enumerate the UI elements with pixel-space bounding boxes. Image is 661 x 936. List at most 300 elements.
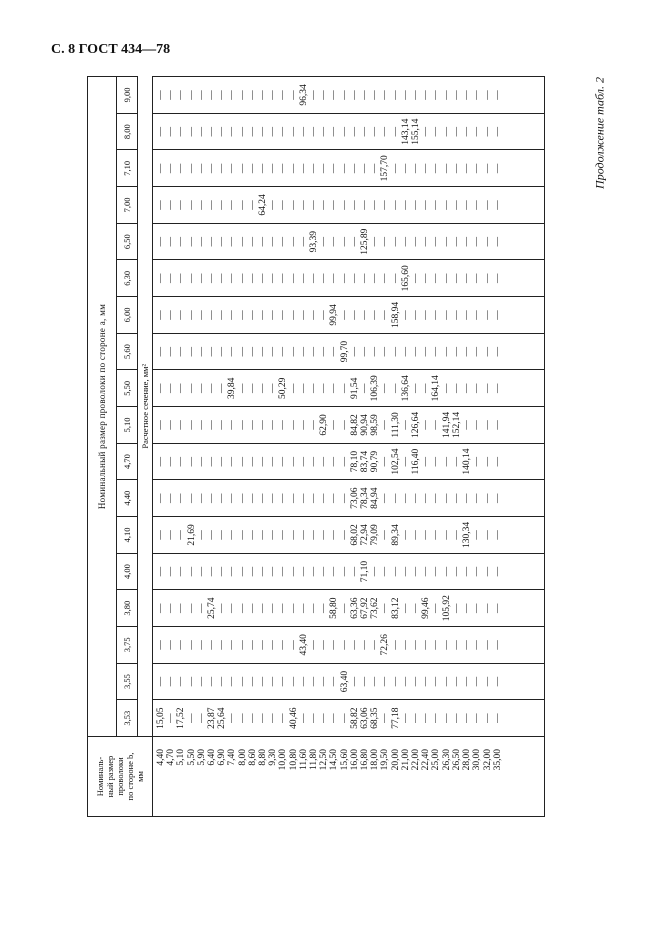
table-cell-value: — — [411, 603, 422, 613]
table-cell-value: — — [492, 640, 503, 650]
table-cell-value: — — [472, 640, 483, 650]
table-cell-value: — — [411, 273, 422, 284]
table-cell-value: — — [207, 126, 218, 137]
table-cell-value: — — [186, 640, 197, 650]
table-cell-value: — — [482, 236, 493, 247]
table-cell-value: — — [166, 530, 177, 540]
table-cell-value: — — [492, 713, 503, 723]
table-cell-value: — — [319, 640, 330, 650]
table-cell-value: — — [451, 163, 462, 174]
table-cell-value: 105,92 — [441, 595, 452, 622]
table-cell-value: — — [380, 530, 391, 540]
table-cell-value: — — [431, 713, 442, 723]
table-cell-value: — — [421, 420, 432, 430]
data-column — [153, 333, 545, 370]
table-cell-value: — — [207, 456, 218, 467]
table-cell-value: — — [431, 530, 442, 540]
table-cell-value: — — [482, 420, 493, 430]
table-cell-value: — — [298, 346, 309, 357]
table-cell-value: 68,02 — [349, 524, 360, 546]
table-cell-value: — — [207, 200, 218, 210]
table-cell-value: — — [217, 200, 228, 210]
column-header-a-size: 9,00 — [117, 77, 138, 114]
row-label-b-size: 8,00 — [237, 749, 248, 766]
table-cell-value: — — [258, 310, 269, 320]
table-cell-value: — — [411, 200, 422, 210]
table-cell-value: — — [400, 566, 411, 577]
row-label-b-size: 12,50 — [319, 749, 330, 771]
table-cell-value: — — [258, 383, 269, 394]
table-cell-value: — — [462, 310, 473, 320]
table-cell-value: — — [390, 163, 401, 174]
table-cell-value: — — [451, 530, 462, 540]
table-cell-value: — — [472, 383, 483, 394]
table-cell-value: — — [207, 420, 218, 430]
table-cell-value: — — [451, 566, 462, 577]
table-cell-value: — — [237, 456, 248, 467]
table-cell-value: — — [462, 603, 473, 613]
table-cell-value: — — [186, 383, 197, 394]
row-label-b-size: 18,00 — [370, 749, 381, 771]
table-cell-value: — — [380, 310, 391, 320]
table-cell-value: 99,94 — [329, 304, 340, 326]
table-cell-value: — — [462, 163, 473, 174]
table-cell-value: — — [268, 163, 279, 174]
table-cell-value: — — [298, 420, 309, 430]
table-cell-value: — — [451, 456, 462, 467]
table-cell-value: — — [196, 346, 207, 357]
table-cell-value: — — [441, 200, 452, 210]
table-cell-value: — — [492, 676, 503, 687]
table-cell-value: — — [349, 273, 360, 284]
table-cell-value: — — [237, 200, 248, 210]
table-cell-value: 90,79 — [370, 450, 381, 473]
table-cell-value: — — [227, 90, 238, 100]
table-cell-value: — — [482, 90, 493, 100]
table-cell-value: — — [166, 273, 177, 284]
table-cell-value: — — [329, 383, 340, 394]
table-cell-value: — — [227, 456, 238, 467]
table-cell-value: — — [156, 383, 166, 394]
table-cell-value: — — [288, 383, 299, 394]
table-cell-value: — — [411, 493, 422, 503]
table-cell-value: 50,29 — [278, 377, 289, 399]
table-cell-value: — — [186, 603, 197, 613]
table-cell-value: — — [298, 273, 309, 284]
table-cell-value: — — [329, 346, 340, 357]
table-cell-value: — — [268, 603, 279, 613]
table-cell-value: — — [176, 420, 187, 430]
table-cell-value: — — [227, 603, 238, 613]
data-column — [153, 113, 545, 150]
table-cell-value: — — [176, 456, 187, 467]
table-cell-value: — — [309, 640, 320, 650]
table-cell-value: — — [349, 236, 360, 247]
data-column — [153, 223, 545, 260]
corner-label-line: проволоки — [115, 757, 125, 796]
table-cell-value: — — [309, 493, 320, 503]
column-header-a-size: 4,70 — [117, 443, 138, 480]
corner-label-line: по стороне b, — [125, 752, 135, 801]
table-cell-value: — — [339, 383, 350, 394]
table-cell-value: — — [207, 273, 218, 284]
table-cell-value: — — [298, 566, 309, 577]
table-cell-value: — — [207, 640, 218, 650]
table-cell-value: — — [196, 640, 207, 650]
table-cell-value: — — [360, 640, 371, 650]
column-header-a-size: 7,00 — [117, 187, 138, 224]
table-cell-value: — — [298, 126, 309, 137]
table-cell-value: — — [462, 236, 473, 247]
table-cell-value: — — [196, 603, 207, 613]
table-cell-value: 152,14 — [451, 411, 462, 438]
table-cell-value: — — [166, 640, 177, 650]
table-cell-value: — — [329, 420, 340, 430]
table-cell-value: — — [472, 530, 483, 540]
table-cell-value: — — [339, 530, 350, 540]
table-cell-value: — — [339, 713, 350, 723]
table-cell-value: — — [319, 456, 330, 467]
table-cell-value: — — [227, 676, 238, 687]
table-cell-value: — — [390, 126, 401, 137]
table-cell-value: — — [380, 126, 391, 137]
table-cell-value: 83,12 — [390, 597, 401, 619]
table-cell-value: — — [329, 200, 340, 210]
table-cell-value: — — [421, 383, 432, 394]
table-cell-value: — — [298, 200, 309, 210]
table-cell-value: — — [298, 456, 309, 467]
table-cell-value: — — [319, 126, 330, 137]
table-cell-value: 98,59 — [370, 414, 381, 436]
table-cell-value: — — [278, 346, 289, 357]
table-cell-value: — — [247, 273, 258, 284]
table-cell-value: — — [339, 273, 350, 284]
subheader-row — [138, 77, 153, 817]
table-cell-value: — — [258, 493, 269, 503]
table-cell-value: — — [380, 90, 391, 100]
table-cell-value: — — [441, 456, 452, 467]
table-cell-value: — — [329, 713, 340, 723]
table-cell-value: — — [360, 200, 371, 210]
row-label-b-size: 21,00 — [400, 749, 411, 771]
table-cell-value: — — [186, 236, 197, 247]
table-cell-value: — — [196, 530, 207, 540]
table-cell-value: — — [166, 163, 177, 174]
table-cell-value: — — [217, 273, 228, 284]
table-cell-value: — — [288, 603, 299, 613]
table-cell-value: — — [237, 676, 248, 687]
table-cell-value: — — [421, 456, 432, 467]
table-cell-value: — — [186, 493, 197, 503]
row-label-b-size: 30,00 — [472, 749, 483, 771]
table-cell-value: — — [247, 676, 258, 687]
table-cell-value: — — [349, 676, 360, 687]
continuation-label: Продолжение табл. 2 — [592, 77, 607, 189]
table-cell-value: — — [258, 420, 269, 430]
table-cell-value: — — [441, 310, 452, 320]
table-cell-value: — — [370, 310, 381, 320]
table-cell-value: 17,52 — [176, 707, 187, 729]
table-cell-value: 157,70 — [380, 155, 391, 182]
row-label-b-size: 8,80 — [258, 749, 269, 766]
table-cell-value: — — [227, 200, 238, 210]
table-cell-value: — — [380, 200, 391, 210]
table-cell-value: — — [339, 603, 350, 613]
table-cell-value: 73,06 — [349, 487, 360, 509]
table-cell-value: — — [217, 603, 228, 613]
table-cell-value: — — [380, 273, 391, 284]
table-cell-value: — — [421, 676, 432, 687]
table-cell-value: — — [258, 236, 269, 247]
row-label-b-size: 9,30 — [268, 749, 279, 766]
table-cell-value: — — [370, 640, 381, 650]
table-cell-value: — — [166, 90, 177, 100]
table-cell-value: — — [492, 383, 503, 394]
table-cell-value: — — [370, 346, 381, 357]
data-column — [153, 260, 545, 297]
table-cell-value: — — [431, 236, 442, 247]
table-cell-value: 84,82 — [349, 414, 360, 436]
table-cell-value: — — [421, 273, 432, 284]
table-cell-value: — — [421, 530, 432, 540]
table-cell-value: — — [268, 200, 279, 210]
table-cell-value: 126,64 — [411, 411, 422, 438]
table-cell-value: — — [472, 310, 483, 320]
row-label-b-size: 5,10 — [176, 749, 187, 766]
data-column — [153, 297, 545, 334]
table-cell-value: — — [176, 200, 187, 210]
table-cell-value: — — [431, 273, 442, 284]
table-cell-value: — — [349, 640, 360, 650]
table-cell-value: — — [319, 200, 330, 210]
table-cell-value: — — [309, 713, 320, 723]
table-cell-value: — — [278, 566, 289, 577]
table-cell-value: — — [309, 200, 320, 210]
wire-section-table — [87, 76, 545, 817]
table-cell-value: — — [309, 273, 320, 284]
table-cell-value: — — [482, 346, 493, 357]
table-cell-value: — — [237, 566, 248, 577]
table-cell-value: — — [370, 163, 381, 174]
table-cell-value: — — [268, 640, 279, 650]
table-cell-value: — — [451, 310, 462, 320]
table-cell-value: — — [431, 640, 442, 650]
table-cell-value: — — [186, 200, 197, 210]
table-cell-value: — — [411, 530, 422, 540]
column-header-a-size: 8,00 — [117, 113, 138, 150]
table-cell-value: — — [237, 126, 248, 137]
table-cell-value: — — [482, 456, 493, 467]
table-cell-value: — — [217, 163, 228, 174]
table-cell-value: — — [472, 603, 483, 613]
table-cell-value: — — [237, 163, 248, 174]
table-cell-value: 116,40 — [411, 448, 422, 475]
table-cell-value: — — [462, 640, 473, 650]
table-cell-value: — — [217, 530, 228, 540]
table-cell-value: — — [492, 493, 503, 503]
table-cell-value: — — [421, 713, 432, 723]
table-cell-value: — — [441, 713, 452, 723]
table-cell-value: — — [329, 676, 340, 687]
corner-label-cell — [88, 737, 153, 817]
table-cell-value: — — [186, 90, 197, 100]
table-cell-value: — — [441, 236, 452, 247]
table-cell-value: — — [482, 200, 493, 210]
table-cell-value: 102,54 — [390, 448, 401, 475]
table-cell-value: — — [309, 456, 320, 467]
column-header-a-size: 3,75 — [117, 627, 138, 664]
table-cell-value: — — [329, 273, 340, 284]
table-cell-value: 39,84 — [227, 377, 238, 399]
table-cell-value: — — [258, 713, 269, 723]
table-cell-value: — — [339, 640, 350, 650]
table-cell-value: — — [237, 383, 248, 394]
table-cell-value: — — [237, 420, 248, 430]
table-cell-value: — — [288, 530, 299, 540]
table-cell-value: 99,46 — [421, 597, 432, 619]
table-cell-value: — — [451, 273, 462, 284]
table-cell-value: — — [319, 530, 330, 540]
table-cell-value: — — [298, 676, 309, 687]
table-cell-value: — — [380, 346, 391, 357]
table-cell-value: — — [411, 90, 422, 100]
table-cell-value: — — [298, 713, 309, 723]
table-cell-value: — — [472, 456, 483, 467]
table-cell-value: — — [431, 346, 442, 357]
table-cell-value: — — [492, 273, 503, 284]
table-cell-value: — — [370, 676, 381, 687]
table-cell-value: — — [156, 640, 166, 650]
table-cell-value: — — [472, 713, 483, 723]
table-cell-value: — — [482, 126, 493, 137]
table-cell-value: — — [217, 640, 228, 650]
table-cell-value: — — [247, 200, 258, 210]
table-cell-value: — — [196, 200, 207, 210]
table-cell-value: — — [441, 640, 452, 650]
table-cell-value: — — [421, 163, 432, 174]
table-cell-value: — — [156, 420, 166, 430]
table-cell-value: — — [319, 163, 330, 174]
table-cell-value: — — [339, 90, 350, 100]
table-cell-value: — — [278, 163, 289, 174]
table-cell-value: 15,05 — [156, 707, 166, 729]
table-cell-value: — — [329, 163, 340, 174]
table-cell-value: — — [309, 676, 320, 687]
table-cell-value: 58,82 — [349, 707, 360, 729]
table-cell-value: — — [339, 200, 350, 210]
table-cell-value: — — [472, 200, 483, 210]
table-cell-value: — — [390, 200, 401, 210]
table-cell-value: — — [288, 346, 299, 357]
table-cell-value: — — [390, 493, 401, 503]
table-cell-value: — — [472, 566, 483, 577]
table-cell-value: — — [288, 456, 299, 467]
table-cell-value: — — [349, 346, 360, 357]
table-cell-value: — — [217, 346, 228, 357]
table-cell-value: — — [166, 383, 177, 394]
table-cell-value: — — [319, 676, 330, 687]
table-cell-value: — — [482, 676, 493, 687]
table-cell-value: — — [156, 200, 166, 210]
table-cell-value: — — [196, 310, 207, 320]
table-cell-value: — — [176, 163, 187, 174]
table-cell-value: — — [166, 493, 177, 503]
table-cell-value: — — [462, 90, 473, 100]
table-cell-value: — — [227, 640, 238, 650]
table-cell-value: — — [482, 383, 493, 394]
table-cell-value: — — [186, 273, 197, 284]
table-cell-value: — — [186, 346, 197, 357]
table-cell-value: — — [196, 273, 207, 284]
table-cell-value: — — [298, 163, 309, 174]
table-cell-value: — — [176, 493, 187, 503]
table-cell-value: 64,24 — [258, 194, 269, 216]
table-cell-value: — — [421, 236, 432, 247]
table-cell-value: — — [319, 383, 330, 394]
table-continuation-caption — [590, 78, 610, 188]
table-cell-value: — — [207, 236, 218, 247]
table-cell-value: — — [309, 126, 320, 137]
table-cell-value: — — [176, 530, 187, 540]
table-cell-value: — — [309, 310, 320, 320]
row-label-b-size: 6,90 — [217, 749, 228, 766]
table-cell-value: — — [462, 273, 473, 284]
table-cell-value: — — [472, 420, 483, 430]
column-header-a-size: 6,30 — [117, 260, 138, 297]
table-cell-value: — — [309, 603, 320, 613]
table-cell-value: — — [268, 310, 279, 320]
table-cell-value: — — [196, 713, 207, 723]
table-cell-value: — — [421, 200, 432, 210]
table-cell-value: — — [217, 310, 228, 320]
table-cell-value: — — [492, 346, 503, 357]
table-cell-value: 21,69 — [186, 524, 197, 546]
table-cell-value: — — [176, 603, 187, 613]
table-cell-value: 155,14 — [411, 118, 422, 145]
table-cell-value: — — [472, 676, 483, 687]
table-cell-value: — — [472, 126, 483, 137]
table-cell-value: 140,14 — [462, 448, 473, 475]
table-cell-value: — — [329, 456, 340, 467]
table-cell-value: — — [492, 603, 503, 613]
row-label-b-size: 11,80 — [309, 749, 320, 771]
table-cell-value: — — [176, 676, 187, 687]
table-cell-value: — — [156, 126, 166, 137]
table-cell-value: — — [411, 163, 422, 174]
data-column — [153, 187, 545, 224]
table-cell-value: — — [400, 676, 411, 687]
data-column — [153, 77, 545, 114]
corner-label-line: ный размер — [105, 755, 115, 798]
header-row-group — [88, 77, 117, 817]
table-cell-value: — — [186, 163, 197, 174]
table-cell-value: — — [319, 90, 330, 100]
column-header-a-size: 4,10 — [117, 517, 138, 554]
table-cell-value: — — [227, 163, 238, 174]
table-cell-value: — — [227, 566, 238, 577]
table-cell-value: — — [370, 90, 381, 100]
table-cell-value: — — [217, 383, 228, 394]
table-cell-value: — — [380, 603, 391, 613]
table-cell-value: 40,46 — [288, 707, 299, 729]
table-cell-value: — — [431, 90, 442, 100]
row-label-b-size: 28,00 — [462, 749, 473, 771]
table-cell-value: — — [400, 493, 411, 503]
table-cell-value: — — [298, 493, 309, 503]
table-cell-value: — — [196, 236, 207, 247]
table-cell-value: — — [329, 126, 340, 137]
table-cell-value: — — [400, 603, 411, 613]
